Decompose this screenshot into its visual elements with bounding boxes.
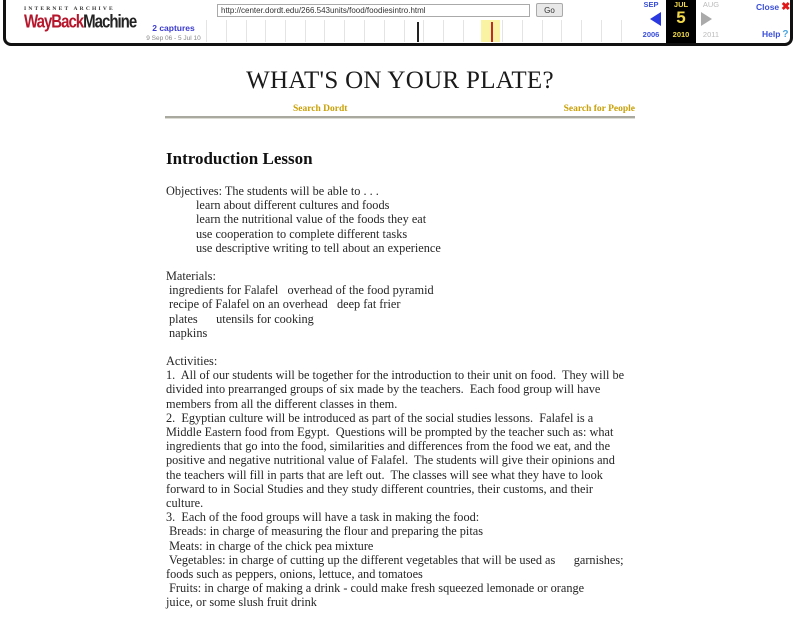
next-month-label: AUG	[702, 0, 720, 9]
objective-item: learn the nutritional value of the foods they eat	[196, 212, 427, 227]
prev-arrow-icon[interactable]	[650, 12, 661, 26]
activities-line: Fruits: in charge of making a drink - could make fresh squeezed lemonade or orange	[166, 581, 585, 596]
close-button[interactable]	[756, 0, 790, 13]
go-button[interactable]: Go	[536, 3, 563, 17]
timeline-tick	[324, 20, 325, 42]
help-button[interactable]	[762, 29, 789, 40]
objectives-intro: Objectives: The students will be able to . . .	[166, 184, 379, 198]
timeline-tick	[581, 20, 582, 42]
prev-capture-column[interactable]	[637, 0, 665, 43]
timeline-tick	[601, 20, 602, 42]
activities-line: Vegetables: in charge of cutting up the different vegetables that will be used as garnishes;	[166, 552, 624, 567]
prev-year-label[interactable]: 2006	[642, 30, 660, 39]
materials-line: recipe of Falafel on an overhead deep fat frier	[169, 297, 401, 312]
capture-marker-2006[interactable]	[417, 22, 419, 42]
wayback-toolbar	[3, 0, 793, 46]
timeline-tick	[463, 20, 464, 42]
timeline-tick	[246, 20, 247, 42]
logo-machine-text: Machine	[83, 11, 137, 33]
activities-line: Meats: in charge of the chick pea mixture	[166, 538, 374, 553]
timeline-tick	[561, 20, 562, 42]
next-year-label: 2011	[702, 30, 720, 39]
timeline-tick	[404, 20, 405, 42]
search-dordt-link[interactable]: Search Dordt	[293, 104, 348, 114]
wayback-logo[interactable]	[24, 6, 137, 33]
captures-date-range: 9 Sep 06 - 5 Jul 10	[146, 35, 201, 42]
objective-item: use cooperation to complete different tasks	[196, 226, 408, 241]
activities-line: 2. Egyptian culture will be introduced as part of the social studies lessons. Falafel is a	[166, 410, 594, 425]
current-capture-column	[666, 0, 696, 43]
current-year-label: 2010	[672, 30, 690, 39]
timeline-tick	[226, 20, 227, 42]
timeline-tick	[364, 20, 365, 42]
search-for-people-link[interactable]: Search for People	[563, 104, 635, 114]
next-capture-column	[696, 0, 726, 43]
timeline-tick	[265, 20, 266, 42]
materials-line: plates utensils for cooking	[169, 311, 314, 326]
materials-label: Materials:	[166, 269, 216, 284]
capture-marker-current[interactable]	[491, 22, 493, 42]
horizontal-rule	[165, 116, 635, 119]
capture-timeline[interactable]	[206, 18, 636, 43]
url-input[interactable]: http://center.dordt.edu/266.543units/food/foodiesintro.html	[217, 4, 530, 17]
activities-line: 3. Each of the food groups will have a task in making the food:	[166, 510, 480, 525]
timeline-tick	[206, 20, 207, 42]
current-day-label: 5	[676, 8, 686, 27]
activities-line: the teachers will fill in parts that are left out. The classes will see what they have to look	[166, 467, 603, 482]
timeline-tick	[542, 20, 543, 42]
materials-line: ingredients for Falafel overhead of the food pyramid	[169, 283, 434, 298]
activities-line: foods such as peppers, onions, lettuce, and tomatoes	[166, 567, 423, 582]
activities-label: Activities:	[166, 354, 218, 369]
help-question-icon[interactable]: ?	[782, 29, 789, 40]
objective-item: use descriptive writing to tell about an experience	[196, 240, 441, 255]
timeline-tick	[423, 20, 424, 42]
activities-line: juice, or some slush fruit drink	[166, 595, 317, 610]
activities-line: culture.	[166, 496, 204, 511]
logo-wayback-text: WayBack	[24, 11, 84, 33]
timeline-tick	[522, 20, 523, 42]
activities-section	[166, 354, 641, 610]
timeline-tick	[384, 20, 385, 42]
close-x-icon[interactable]: ✖	[781, 1, 791, 13]
captures-info	[141, 23, 206, 43]
materials-line: napkins	[169, 325, 208, 340]
page-title: WHAT'S ON YOUR PLATE?	[246, 67, 554, 94]
help-label[interactable]: Help	[762, 29, 781, 39]
prev-month-label[interactable]: SEP	[643, 0, 659, 9]
timeline-tick	[285, 20, 286, 42]
activities-line: ingredients that go into the food, similarities and differences from the food we eat, and the	[166, 439, 611, 454]
timeline-tick	[443, 20, 444, 42]
section-heading: Introduction Lesson	[166, 149, 313, 168]
activities-line: 1. All of our students will be together for the introduction to their unit on food. They will be	[166, 368, 625, 383]
activities-line: positive and negative nutritional value of Falafel. The students will give their opinions and	[166, 453, 615, 468]
lesson-content	[166, 148, 641, 624]
activities-line: Breads: in charge of measuring the flour and preparing the pitas	[166, 524, 483, 539]
activities-line: divided into prearranged groups of six made by the teachers. Each food group will have	[166, 382, 601, 397]
current-month-label: JUL	[673, 0, 689, 9]
next-arrow-icon	[701, 12, 712, 26]
activities-line: Middle Eastern food from Egypt. Questions will be prompted by the teacher such as: what	[166, 425, 614, 440]
timeline-tick	[621, 20, 622, 42]
timeline-tick	[502, 20, 503, 42]
activities-line: members from all the different classes in them.	[166, 396, 398, 411]
close-label[interactable]: Close	[756, 2, 780, 12]
timeline-tick	[344, 20, 345, 42]
captures-count-link[interactable]: 2 captures	[152, 23, 195, 33]
materials-section	[166, 269, 641, 340]
objectives-section	[166, 184, 641, 255]
logo-internet-archive-text: INTERNET ARCHIVE	[24, 6, 115, 12]
activities-line: forward to in Social Studies and they study different countries, their customs, and their	[166, 481, 593, 496]
objective-item: learn about different cultures and foods	[196, 198, 390, 213]
timeline-tick	[305, 20, 306, 42]
